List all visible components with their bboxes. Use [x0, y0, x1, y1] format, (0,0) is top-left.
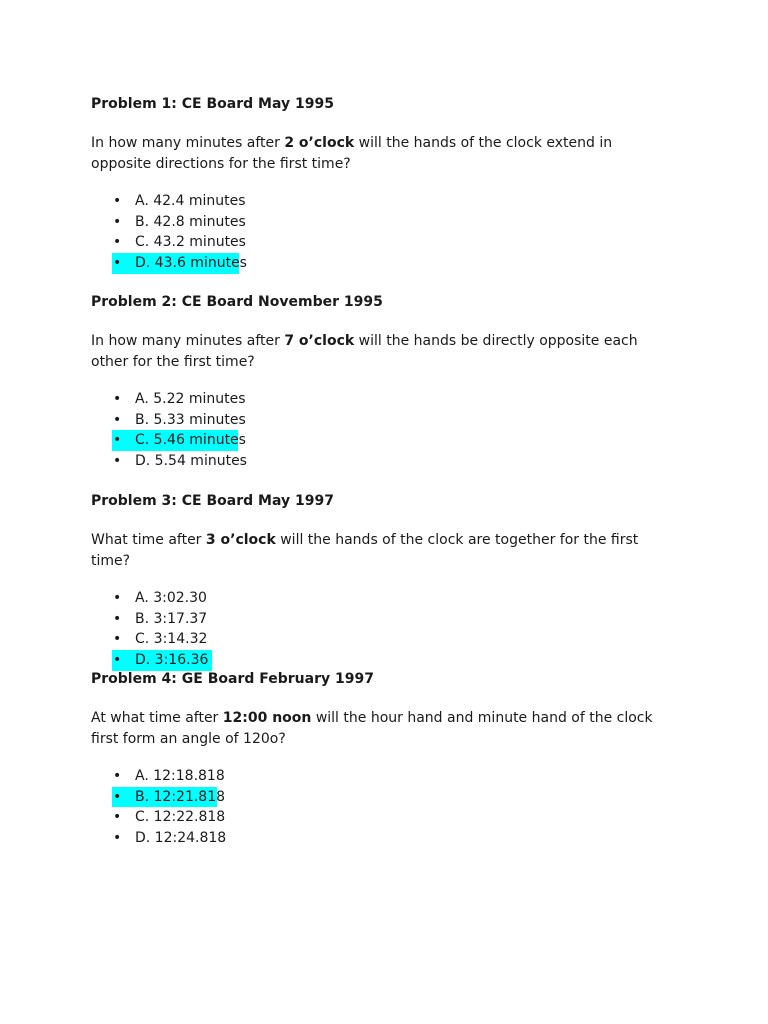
answer-option-highlighted: [91, 430, 691, 451]
bullet-icon: •: [113, 453, 122, 470]
bullet-icon: •: [113, 788, 122, 805]
answer-option-label: C. 3:14.32: [135, 631, 208, 648]
problem-2: [91, 292, 691, 472]
answer-option-label: B. 3:17.37: [135, 610, 208, 627]
bullet-icon: •: [113, 830, 122, 847]
question-text-part: At what time after: [91, 710, 223, 726]
question-emphasis: 2 o’clock: [284, 135, 355, 151]
problem-title: Problem 3: CE Board May 1997: [91, 493, 334, 509]
problem-title: Problem 1: CE Board May 1995: [91, 96, 334, 112]
question-text-part: will the hands be directly opposite each other for the first time?: [91, 333, 638, 370]
answer-option-highlighted: [91, 650, 691, 671]
question-text: [91, 530, 676, 571]
bullet-icon: •: [113, 193, 122, 209]
bullet-icon: •: [113, 234, 122, 251]
answer-option-label: D. 5.54 minutes: [135, 453, 247, 470]
answer-option-label: B. 12:21.818: [135, 788, 226, 805]
problem-3: [91, 491, 691, 671]
answer-options: [91, 766, 691, 849]
question-text-part: In how many minutes after: [91, 135, 285, 151]
problem-title: Problem 4: GE Board February 1997: [91, 671, 374, 687]
bullet-icon: •: [113, 610, 122, 627]
question-text-part: will the hour hand and minute hand of the clock first form an angle of 120o?: [91, 710, 653, 747]
answer-option-label: A. 12:18.818: [135, 768, 225, 784]
bullet-icon: •: [113, 768, 122, 784]
answer-option-label: A. 5.22 minutes: [135, 391, 246, 407]
answer-option-label: A. 3:02.30: [135, 590, 207, 606]
bullet-icon: •: [113, 432, 122, 449]
answer-option: [91, 629, 691, 650]
question-text: [91, 133, 676, 174]
answer-option: [91, 588, 691, 609]
question-text-part: will the hands of the clock are together for the first time?: [91, 532, 639, 569]
answer-option: [91, 828, 691, 849]
answer-options: [91, 588, 691, 671]
answer-option-label: C. 5.46 minutes: [135, 432, 246, 449]
answer-option-label: C. 43.2 minutes: [135, 234, 246, 251]
bullet-icon: •: [113, 652, 122, 669]
answer-option-label: A. 42.4 minutes: [135, 193, 246, 209]
question-emphasis: 12:00 noon: [222, 710, 312, 726]
question-emphasis: 3 o’clock: [205, 532, 276, 548]
answer-option: [91, 389, 691, 410]
answer-option: [91, 451, 691, 472]
question-emphasis: 7 o’clock: [284, 333, 355, 349]
answer-option-label: D. 43.6 minutes: [135, 255, 247, 272]
problem-4: [91, 669, 691, 849]
answer-option: [91, 609, 691, 630]
question-text-part: What time after: [91, 532, 206, 548]
answer-option: [91, 807, 691, 828]
answer-option-label: C. 12:22.818: [135, 809, 226, 826]
answer-option-highlighted: [91, 787, 691, 808]
bullet-icon: •: [113, 809, 122, 826]
answer-option-label: B. 42.8 minutes: [135, 213, 246, 230]
answer-option: [91, 212, 691, 233]
question-text: [91, 708, 676, 749]
answer-option: [91, 191, 691, 212]
bullet-icon: •: [113, 631, 122, 648]
bullet-icon: •: [113, 213, 122, 230]
question-text-part: will the hands of the clock extend in opposite directions for the first time?: [91, 135, 613, 172]
bullet-icon: •: [113, 255, 122, 272]
answer-option: [91, 766, 691, 787]
bullet-icon: •: [113, 590, 122, 606]
answer-option-label: D. 3:16.36: [135, 652, 209, 669]
problem-1: [91, 94, 691, 274]
answer-option-highlighted: [91, 253, 691, 274]
bullet-icon: •: [113, 411, 122, 428]
question-text: [91, 331, 676, 372]
answer-options: [91, 389, 691, 472]
bullet-icon: •: [113, 391, 122, 407]
answer-option: [91, 232, 691, 253]
answer-options: [91, 191, 691, 274]
question-text-part: In how many minutes after: [91, 333, 285, 349]
answer-option: [91, 410, 691, 431]
answer-option-label: B. 5.33 minutes: [135, 411, 246, 428]
problem-title: Problem 2: CE Board November 1995: [91, 294, 383, 310]
answer-option-label: D. 12:24.818: [135, 830, 227, 847]
